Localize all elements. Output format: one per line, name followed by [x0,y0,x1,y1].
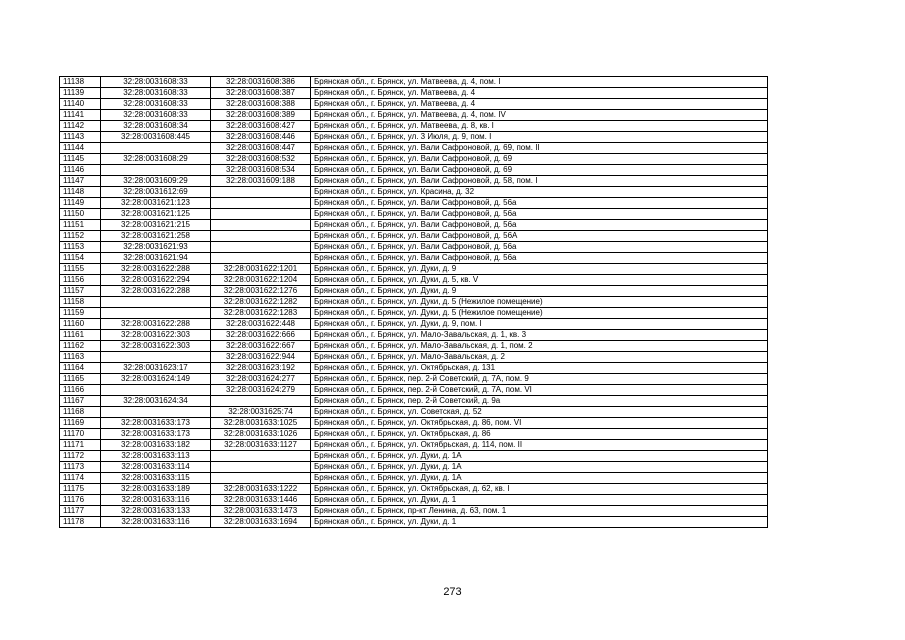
land-cadastral-number-cell: 32:28:0031608:34 [101,121,211,132]
row-number-cell: 11170 [60,429,101,440]
row-number-cell: 11174 [60,473,101,484]
table-row [60,154,768,165]
table-row [60,110,768,121]
land-cadastral-number-cell: 32:28:0031633:114 [101,462,211,473]
table-row [60,385,768,396]
land-cadastral-number-cell: 32:28:0031633:189 [101,484,211,495]
building-cadastral-number-cell [211,198,311,209]
building-cadastral-number-cell: 32:28:0031633:1222 [211,484,311,495]
row-number-cell: 11158 [60,297,101,308]
address-cell: Брянская обл., г. Брянск, пер. 2-й Советский, д. 7А, пом. 9 [311,374,768,385]
land-cadastral-number-cell: 32:28:0031621:94 [101,253,211,264]
land-cadastral-number-cell: 32:28:0031608:33 [101,110,211,121]
row-number-cell: 11153 [60,242,101,253]
table-row [60,451,768,462]
building-cadastral-number-cell [211,451,311,462]
table-row [60,363,768,374]
address-cell: Брянская обл., г. Брянск, ул. Дуки, д. 5 (Нежилое помещение) [311,297,768,308]
row-number-cell: 11152 [60,231,101,242]
address-cell: Брянская обл., г. Брянск, ул. Октябрьская, д. 62, кв. I [311,484,768,495]
building-cadastral-number-cell: 32:28:0031622:1201 [211,264,311,275]
table-row [60,286,768,297]
land-cadastral-number-cell [101,165,211,176]
land-cadastral-number-cell: 32:28:0031622:288 [101,286,211,297]
table-row [60,330,768,341]
table-row [60,429,768,440]
table-row [60,220,768,231]
land-cadastral-number-cell [101,308,211,319]
table-row [60,187,768,198]
address-cell: Брянская обл., г. Брянск, ул. Вали Сафроновой, д. 56А [311,231,768,242]
row-number-cell: 11161 [60,330,101,341]
address-cell: Брянская обл., г. Брянск, ул. Матвеева, д. 8, кв. I [311,121,768,132]
table-row [60,77,768,88]
address-cell: Брянская обл., г. Брянск, ул. Дуки, д. 9 [311,264,768,275]
table-row [60,352,768,363]
row-number-cell: 11139 [60,88,101,99]
address-cell: Брянская обл., г. Брянск, ул. Матвеева, д. 4 [311,88,768,99]
row-number-cell: 11157 [60,286,101,297]
address-cell: Брянская обл., г. Брянск, ул. Вали Сафроновой, д. 69 [311,165,768,176]
land-cadastral-number-cell [101,385,211,396]
row-number-cell: 11151 [60,220,101,231]
row-number-cell: 11155 [60,264,101,275]
table-row [60,495,768,506]
table-row [60,308,768,319]
address-cell: Брянская обл., г. Брянск, ул. Октябрьская, д. 86 [311,429,768,440]
land-cadastral-number-cell: 32:28:0031633:115 [101,473,211,484]
land-cadastral-number-cell [101,407,211,418]
table-row [60,231,768,242]
table-row [60,209,768,220]
land-cadastral-number-cell: 32:28:0031633:113 [101,451,211,462]
table-row [60,176,768,187]
land-cadastral-number-cell [101,297,211,308]
address-cell: Брянская обл., г. Брянск, ул. 3 Июля, д. 9, пом. I [311,132,768,143]
building-cadastral-number-cell: 32:28:0031633:1473 [211,506,311,517]
land-cadastral-number-cell: 32:28:0031621:93 [101,242,211,253]
land-cadastral-number-cell: 32:28:0031621:123 [101,198,211,209]
table-row [60,462,768,473]
land-cadastral-number-cell: 32:28:0031633:173 [101,429,211,440]
land-cadastral-number-cell: 32:28:0031633:182 [101,440,211,451]
property-table-body [60,77,768,528]
building-cadastral-number-cell [211,220,311,231]
address-cell: Брянская обл., г. Брянск, пер. 2-й Советский, д. 7А, пом. VI [311,385,768,396]
address-cell: Брянская обл., г. Брянск, ул. Вали Сафроновой, д. 56а [311,253,768,264]
address-cell: Брянская обл., г. Брянск, ул. Октябрьская, д. 114, пом. II [311,440,768,451]
row-number-cell: 11142 [60,121,101,132]
building-cadastral-number-cell [211,242,311,253]
table-row [60,275,768,286]
row-number-cell: 11169 [60,418,101,429]
row-number-cell: 11167 [60,396,101,407]
building-cadastral-number-cell: 32:28:0031625:74 [211,407,311,418]
table-row [60,374,768,385]
building-cadastral-number-cell [211,253,311,264]
table-row [60,264,768,275]
row-number-cell: 11145 [60,154,101,165]
address-cell: Брянская обл., г. Брянск, ул. Октябрьская, д. 86, пом. VI [311,418,768,429]
table-row [60,341,768,352]
address-cell: Брянская обл., г. Брянск, ул. Октябрьская, д. 131 [311,363,768,374]
land-cadastral-number-cell: 32:28:0031624:149 [101,374,211,385]
building-cadastral-number-cell: 32:28:0031622:1283 [211,308,311,319]
table-row [60,484,768,495]
building-cadastral-number-cell [211,462,311,473]
building-cadastral-number-cell: 32:28:0031608:447 [211,143,311,154]
building-cadastral-number-cell: 32:28:0031622:667 [211,341,311,352]
building-cadastral-number-cell: 32:28:0031609:188 [211,176,311,187]
table-row [60,407,768,418]
address-cell: Брянская обл., г. Брянск, пр-кт Ленина, д. 63, пом. 1 [311,506,768,517]
land-cadastral-number-cell: 32:28:0031609:29 [101,176,211,187]
land-cadastral-number-cell: 32:28:0031622:303 [101,330,211,341]
building-cadastral-number-cell: 32:28:0031608:387 [211,88,311,99]
table-row [60,517,768,528]
building-cadastral-number-cell: 32:28:0031624:279 [211,385,311,396]
address-cell: Брянская обл., г. Брянск, ул. Мало-Завальская, д. 1, пом. 2 [311,341,768,352]
table-row [60,242,768,253]
row-number-cell: 11143 [60,132,101,143]
row-number-cell: 11140 [60,99,101,110]
address-cell: Брянская обл., г. Брянск, ул. Вали Сафроновой, д. 56а [311,198,768,209]
row-number-cell: 11177 [60,506,101,517]
table-row [60,121,768,132]
table-row [60,143,768,154]
table-row [60,396,768,407]
land-cadastral-number-cell [101,352,211,363]
table-row [60,99,768,110]
land-cadastral-number-cell: 32:28:0031622:288 [101,319,211,330]
land-cadastral-number-cell: 32:28:0031624:34 [101,396,211,407]
address-cell: Брянская обл., г. Брянск, ул. Матвеева, д. 4 [311,99,768,110]
building-cadastral-number-cell [211,473,311,484]
row-number-cell: 11164 [60,363,101,374]
row-number-cell: 11176 [60,495,101,506]
building-cadastral-number-cell: 32:28:0031633:1025 [211,418,311,429]
building-cadastral-number-cell [211,209,311,220]
building-cadastral-number-cell [211,231,311,242]
table-row [60,319,768,330]
address-cell: Брянская обл., г. Брянск, ул. Дуки, д. 1А [311,462,768,473]
building-cadastral-number-cell: 32:28:0031633:1127 [211,440,311,451]
land-cadastral-number-cell: 32:28:0031608:33 [101,77,211,88]
table-row [60,440,768,451]
row-number-cell: 11148 [60,187,101,198]
building-cadastral-number-cell: 32:28:0031622:1282 [211,297,311,308]
land-cadastral-number-cell: 32:28:0031633:173 [101,418,211,429]
table-row [60,506,768,517]
building-cadastral-number-cell: 32:28:0031608:534 [211,165,311,176]
address-cell: Брянская обл., г. Брянск, ул. Дуки, д. 9 [311,286,768,297]
table-row [60,297,768,308]
table-row [60,473,768,484]
building-cadastral-number-cell [211,396,311,407]
address-cell: Брянская обл., г. Брянск, ул. Вали Сафроновой, д. 56а [311,209,768,220]
land-cadastral-number-cell: 32:28:0031621:258 [101,231,211,242]
address-cell: Брянская обл., г. Брянск, ул. Мало-Завальская, д. 2 [311,352,768,363]
row-number-cell: 11166 [60,385,101,396]
row-number-cell: 11162 [60,341,101,352]
table-row [60,132,768,143]
building-cadastral-number-cell: 32:28:0031624:277 [211,374,311,385]
building-cadastral-number-cell: 32:28:0031608:388 [211,99,311,110]
building-cadastral-number-cell: 32:28:0031633:1446 [211,495,311,506]
row-number-cell: 11147 [60,176,101,187]
land-cadastral-number-cell: 32:28:0031612:69 [101,187,211,198]
address-cell: Брянская обл., г. Брянск, ул. Мало-Завальская, д. 1, кв. 3 [311,330,768,341]
land-cadastral-number-cell: 32:28:0031633:133 [101,506,211,517]
row-number-cell: 11160 [60,319,101,330]
building-cadastral-number-cell: 32:28:0031608:532 [211,154,311,165]
building-cadastral-number-cell: 32:28:0031622:448 [211,319,311,330]
land-cadastral-number-cell: 32:28:0031622:288 [101,264,211,275]
row-number-cell: 11154 [60,253,101,264]
row-number-cell: 11144 [60,143,101,154]
row-number-cell: 11149 [60,198,101,209]
address-cell: Брянская обл., г. Брянск, ул. Вали Сафроновой, д. 69 [311,154,768,165]
row-number-cell: 11156 [60,275,101,286]
building-cadastral-number-cell: 32:28:0031633:1694 [211,517,311,528]
building-cadastral-number-cell: 32:28:0031623:192 [211,363,311,374]
row-number-cell: 11168 [60,407,101,418]
table-row [60,88,768,99]
row-number-cell: 11138 [60,77,101,88]
building-cadastral-number-cell: 32:28:0031608:427 [211,121,311,132]
address-cell: Брянская обл., г. Брянск, ул. Дуки, д. 1А [311,451,768,462]
land-cadastral-number-cell: 32:28:0031621:215 [101,220,211,231]
row-number-cell: 11141 [60,110,101,121]
land-cadastral-number-cell: 32:28:0031623:17 [101,363,211,374]
table-row [60,418,768,429]
row-number-cell: 11172 [60,451,101,462]
address-cell: Брянская обл., г. Брянск, ул. Вали Сафроновой, д. 58, пом. I [311,176,768,187]
land-cadastral-number-cell: 32:28:0031608:33 [101,99,211,110]
table-row [60,198,768,209]
building-cadastral-number-cell: 32:28:0031622:1204 [211,275,311,286]
table-row [60,165,768,176]
land-cadastral-number-cell: 32:28:0031608:29 [101,154,211,165]
address-cell: Брянская обл., г. Брянск, ул. Дуки, д. 1 [311,517,768,528]
address-cell: Брянская обл., г. Брянск, ул. Вали Сафроновой, д. 69, пом. II [311,143,768,154]
address-cell: Брянская обл., г. Брянск, ул. Красина, д. 32 [311,187,768,198]
land-cadastral-number-cell [101,143,211,154]
row-number-cell: 11175 [60,484,101,495]
building-cadastral-number-cell: 32:28:0031633:1026 [211,429,311,440]
row-number-cell: 11178 [60,517,101,528]
address-cell: Брянская обл., г. Брянск, ул. Дуки, д. 5 (Нежилое помещение) [311,308,768,319]
building-cadastral-number-cell: 32:28:0031622:1276 [211,286,311,297]
land-cadastral-number-cell: 32:28:0031608:445 [101,132,211,143]
land-cadastral-number-cell: 32:28:0031633:116 [101,495,211,506]
row-number-cell: 11173 [60,462,101,473]
row-number-cell: 11150 [60,209,101,220]
address-cell: Брянская обл., г. Брянск, пер. 2-й Советский, д. 9а [311,396,768,407]
property-table [59,76,768,528]
address-cell: Брянская обл., г. Брянск, ул. Дуки, д. 1 [311,495,768,506]
land-cadastral-number-cell: 32:28:0031608:33 [101,88,211,99]
land-cadastral-number-cell: 32:28:0031622:303 [101,341,211,352]
row-number-cell: 11171 [60,440,101,451]
building-cadastral-number-cell: 32:28:0031622:666 [211,330,311,341]
address-cell: Брянская обл., г. Брянск, ул. Матвеева, д. 4, пом. I [311,77,768,88]
building-cadastral-number-cell: 32:28:0031608:389 [211,110,311,121]
address-cell: Брянская обл., г. Брянск, ул. Дуки, д. 5, кв. V [311,275,768,286]
row-number-cell: 11146 [60,165,101,176]
address-cell: Брянская обл., г. Брянск, ул. Матвеева, д. 4, пом. IV [311,110,768,121]
building-cadastral-number-cell: 32:28:0031622:944 [211,352,311,363]
row-number-cell: 11165 [60,374,101,385]
address-cell: Брянская обл., г. Брянск, ул. Вали Сафроновой, д. 56а [311,242,768,253]
page-number: 273 [443,586,462,598]
land-cadastral-number-cell: 32:28:0031621:125 [101,209,211,220]
address-cell: Брянская обл., г. Брянск, ул. Советская, д. 52 [311,407,768,418]
building-cadastral-number-cell [211,187,311,198]
address-cell: Брянская обл., г. Брянск, ул. Вали Сафроновой, д. 56а [311,220,768,231]
address-cell: Брянская обл., г. Брянск, ул. Дуки, д. 9, пом. I [311,319,768,330]
row-number-cell: 11159 [60,308,101,319]
table-row [60,253,768,264]
land-cadastral-number-cell: 32:28:0031622:294 [101,275,211,286]
row-number-cell: 11163 [60,352,101,363]
building-cadastral-number-cell: 32:28:0031608:446 [211,132,311,143]
building-cadastral-number-cell: 32:28:0031608:386 [211,77,311,88]
address-cell: Брянская обл., г. Брянск, ул. Дуки, д. 1А [311,473,768,484]
land-cadastral-number-cell: 32:28:0031633:116 [101,517,211,528]
